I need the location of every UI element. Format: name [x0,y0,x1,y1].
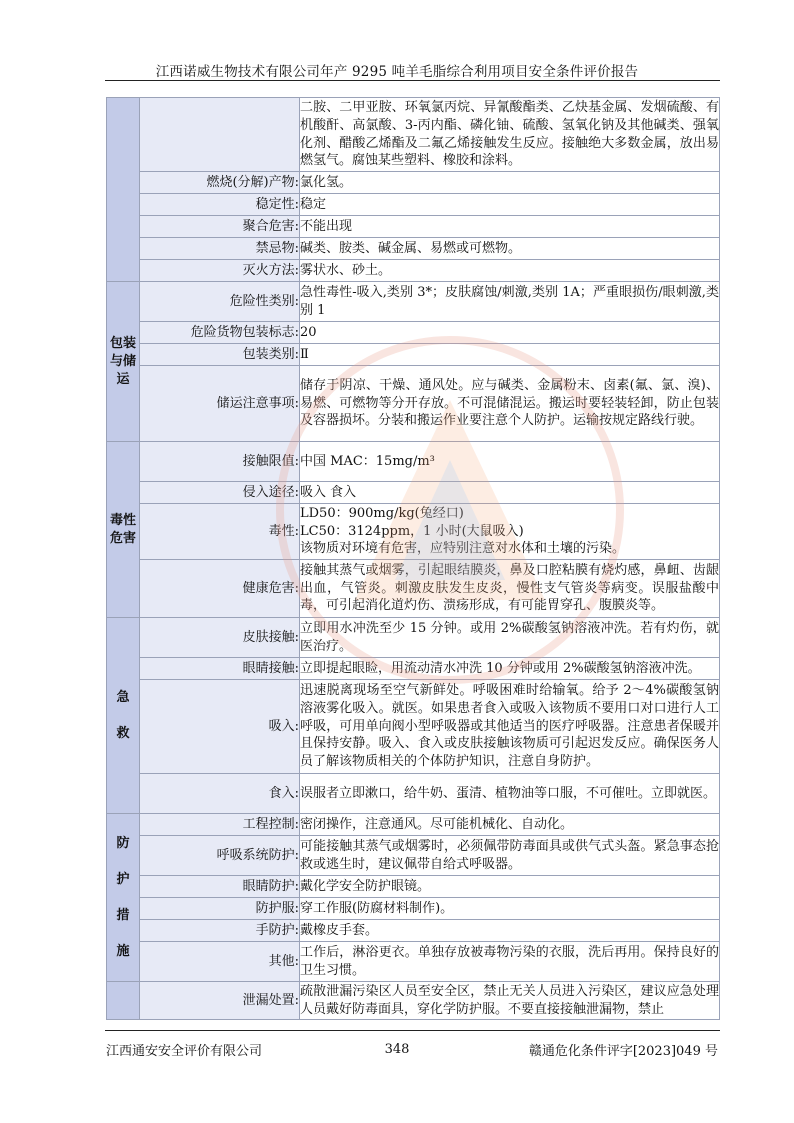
table-row [107,658,720,680]
table-row [107,172,720,194]
row-label: 眼睛接触: [140,658,300,680]
table-row [107,238,720,260]
table-row [107,282,720,322]
row-label: 储运注意事项: [140,366,300,442]
header-rule [105,80,720,81]
row-value: 不能出现 [300,216,720,238]
category-cell-protection [107,814,140,982]
row-value: 误服者立即漱口，给牛奶、蛋清、植物油等口服，不可催吐。立即就医。 [300,774,720,814]
category-label-protection: 防 护 措 施 [116,835,130,959]
table-row [107,216,720,238]
table-row [107,942,720,982]
row-value: 碱类、胺类、碱金属、易燃或可燃物。 [300,238,720,260]
row-label: 接触限值: [140,442,300,482]
row-value: 20 [300,322,720,344]
row-label: 健康危害: [140,560,300,618]
row-value: Ⅱ [300,344,720,366]
row-label: 食入: [140,774,300,814]
row-label: 防护服: [140,898,300,920]
table-row [107,560,720,618]
row-label: 其他: [140,942,300,982]
table-row [107,504,720,560]
row-label: 眼睛防护: [140,876,300,898]
row-value: 工作后，淋浴更衣。单独存放被毒物污染的衣服，洗后再用。保持良好的卫生习惯。 [300,942,720,982]
row-label: 呼吸系统防护: [140,836,300,876]
category-cell-fire [107,98,140,282]
row-label: 燃烧(分解)产物: [140,172,300,194]
table-row [107,344,720,366]
category-cell-toxicity [107,442,140,618]
page-number: 348 [384,1042,410,1057]
row-value: 戴化学安全防护眼镜。 [300,876,720,898]
table-row [107,774,720,814]
row-value: 可能接触其蒸气或烟雾时，必须佩带防毒面具或供气式头盔。紧急事态抢救或逃生时，建议佩带自给式呼吸器。 [300,836,720,876]
row-value: 立即提起眼睑，用流动清水冲洗 10 分钟或用 2%碳酸氢钠溶液冲洗。 [300,658,720,680]
row-value: 中国 MAC：15mg/m³ [300,442,720,482]
category-cell-storage [107,282,140,442]
table-row [107,680,720,774]
row-label [140,98,300,172]
row-value: 疏散泄漏污染区人员至安全区，禁止无关人员进入污染区，建议应急处理人员戴好防毒面具，穿化学防护服。不要直接接触泄漏物，禁止 [300,982,720,1020]
table-row [107,898,720,920]
table-row [107,982,720,1020]
row-label: 侵入途径: [140,482,300,504]
row-value: 立即用水冲洗至少 15 分钟。或用 2%碳酸氢钠溶液冲洗。若有灼伤，就医治疗。 [300,618,720,658]
category-cell-leak [107,982,140,1020]
category-label-first-aid: 急 救 [116,689,130,741]
table-row [107,876,720,898]
table-row [107,194,720,216]
row-label: 包装类别: [140,344,300,366]
row-value: 戴橡皮手套。 [300,920,720,942]
row-value: 储存于阴凉、干燥、通风处。应与碱类、金属粉末、卤素(氟、氯、溴)、易燃、可燃物等分开存放。不可混储混运。搬运时要轻装轻卸，防止包装及容器损坏。分装和搬运作业要注意个人防护。运输按规定路线行驶。 [300,366,720,442]
row-value: 迅速脱离现场至空气新鲜处。呼吸困难时给输氧。给予 2～4%碳酸氢钠溶液雾化吸入。就医。如果患者食入或吸入该物质不要用口对口进行人工呼吸，可用单向阀小型呼吸器或其他适当的医疗呼吸器。注意患者保暖并且保持安静。吸入、食入或皮肤接触该物质可引起迟发反应。确保医务人员了解该物质相关的个体防护知识，注意自身防护。 [300,680,720,774]
row-value: 接触其蒸气或烟雾，引起眼结膜炎，鼻及口腔粘膜有烧灼感，鼻衄、齿龈出血，气管炎。刺激皮肤发生皮炎，慢性支气管炎等病变。误服盐酸中毒，可引起消化道灼伤、溃疡形成，有可能胃穿孔、腹膜炎等。 [300,560,720,618]
row-label: 危险货物包装标志: [140,322,300,344]
safety-data-table [106,97,720,1020]
table-row [107,366,720,442]
row-label: 毒性: [140,504,300,560]
row-value: 氯化氢。 [300,172,720,194]
table-row [107,836,720,876]
table-row [107,442,720,482]
category-label-storage: 包装 与储 运 [109,335,136,387]
table-row [107,98,720,172]
row-label: 稳定性: [140,194,300,216]
row-value: 二胺、二甲亚胺、环氧氯丙烷、异氰酸酯类、乙炔基金属、发烟硫酸、有机酸酐、高氯酸、3-丙内酯、磷化铀、硫酸、氢氧化钠及其他碱类、强氧化剂、醋酸乙烯酯及二氟乙烯接触发生反应。接触绝大多数金属，放出易燃氢气。腐蚀某些塑料、橡胶和涂料。 [300,98,720,172]
row-label: 危险性类别: [140,282,300,322]
table-row [107,618,720,658]
row-label: 泄漏处置: [140,982,300,1020]
row-value: 穿工作服(防腐材料制作)。 [300,898,720,920]
row-label: 吸入: [140,680,300,774]
row-value: 密闭操作，注意通风。尽可能机械化、自动化。 [300,814,720,836]
row-label: 灭火方法: [140,260,300,282]
row-label: 禁忌物: [140,238,300,260]
footer-rule [105,1030,720,1031]
table-row [107,920,720,942]
table-row [107,814,720,836]
table-row [107,482,720,504]
page-header-title: 江西诺威生物技术有限公司年产 9295 吨羊毛脂综合利用项目安全条件评价报告 [155,64,639,80]
footer-reference: 赣通危化条件评字[2023]049 号 [528,1044,718,1059]
row-label: 皮肤接触: [140,618,300,658]
row-value: 急性毒性-吸入,类别 3*；皮肤腐蚀/刺激,类别 1A；严重眼损伤/眼刺激,类别 1 [300,282,720,322]
row-value: 雾状水、砂土。 [300,260,720,282]
row-label: 聚合危害: [140,216,300,238]
row-value: 吸入 食入 [300,482,720,504]
category-label-toxicity: 毒性 危害 [109,512,136,546]
category-cell-first-aid [107,618,140,814]
row-value: LD50：900mg/kg(兔经口) LC50：3124ppm，1 小时(大鼠吸入) 该物质对环境有危害，应特别注意对水体和土壤的污染。 [300,504,720,560]
table-row [107,322,720,344]
footer-company: 江西通安安全评价有限公司 [106,1044,263,1059]
table-row [107,260,720,282]
row-label: 工程控制: [140,814,300,836]
row-value: 稳定 [300,194,720,216]
row-label: 手防护: [140,920,300,942]
